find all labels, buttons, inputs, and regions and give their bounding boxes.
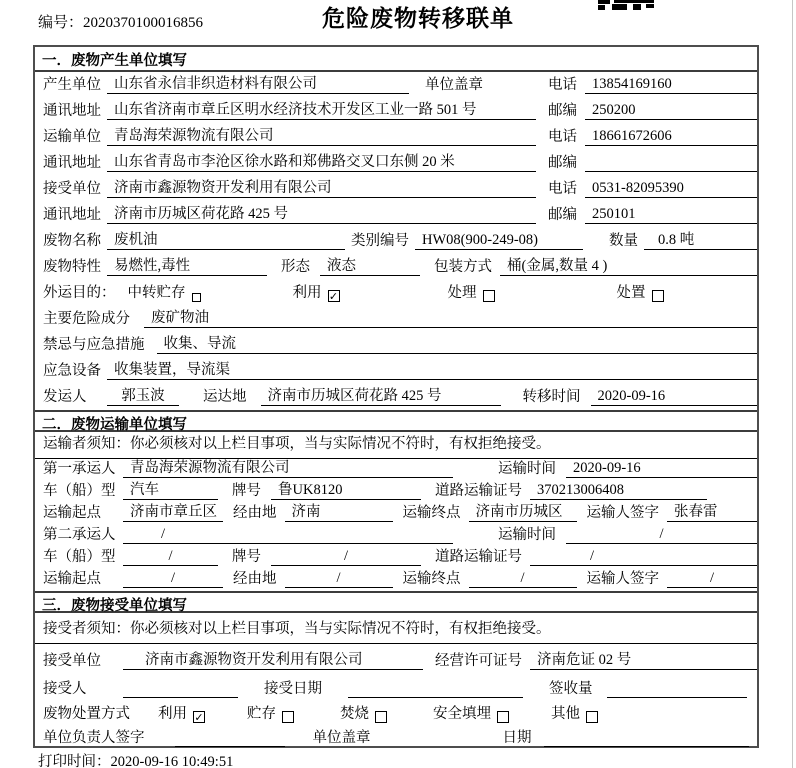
quantity-label: 数量 (609, 233, 638, 249)
carrier-sign-label: 运输人签字 (586, 571, 659, 587)
carrier2-origin-value: / (123, 570, 223, 588)
transfer-time-label: 转移时间 (522, 389, 581, 405)
carrier2-end-value: / (469, 570, 577, 588)
carrier2-time-value: / (566, 526, 757, 544)
carrier-sign-label: 运输人签字 (586, 505, 659, 521)
origin-label: 运输起点 (43, 571, 101, 587)
hazard-value: 废矿物油 (144, 306, 757, 328)
producer-address-value: 山东省济南市章丘区明水经济技术开发区工业一路 501 号 (107, 98, 536, 120)
row-responsible-sign (35, 726, 757, 750)
character-value: 易燃性,毒性 (107, 254, 267, 276)
purpose-label: 外运目的： (43, 285, 116, 301)
waste-name-label: 废物名称 (43, 233, 101, 249)
carrier1-end-value: 济南市历城区 (469, 500, 577, 522)
transfer-time-value: 2020-09-16 (591, 388, 758, 406)
transporter-label: 运输单位 (43, 129, 101, 145)
carrier1-time-value: 2020-09-16 (566, 460, 757, 478)
waste-name-value: 废机油 (107, 228, 345, 250)
disposal-option-use: 利用 (158, 706, 187, 722)
row-consignor (35, 384, 757, 410)
row-carrier1-route (35, 503, 757, 525)
producer-phone-value: 13854169160 (585, 76, 757, 94)
receiver-zip-value: 250101 (585, 206, 757, 224)
packing-label: 包装方式 (434, 259, 492, 275)
checkbox-icon (483, 290, 495, 302)
carrier1-permit-value: 370213006408 (530, 482, 707, 500)
consignor-label: 发运人 (43, 389, 87, 405)
unit-seal-label: 单位盖章 (425, 77, 483, 93)
row-hazard (35, 306, 757, 332)
row-transporter-notice (35, 432, 757, 459)
zip-label: 邮编 (548, 207, 577, 223)
acceptor-value (123, 681, 238, 698)
purpose-option-treat: 处理 (447, 285, 477, 301)
quantity-value: 0.8 吨 (644, 228, 757, 250)
accept-unit-label: 接受单位 (43, 653, 101, 669)
carrier1-sign-value: 张春雷 (667, 500, 757, 522)
checkbox-icon (282, 711, 294, 723)
form-value: 液态 (320, 254, 420, 276)
transporter-phone-value: 18661672606 (585, 128, 757, 146)
transport-time-label: 运输时间 (498, 461, 556, 477)
purpose-option-use: 利用 (292, 285, 322, 301)
row-receiver-notice (35, 613, 757, 644)
doc-number-label: 编号： (38, 15, 84, 31)
taboo-value: 收集、导流 (157, 332, 758, 354)
phone-label: 电话 (548, 181, 577, 197)
checkbox-icon (652, 290, 664, 302)
disposal-option-store: 贮存 (247, 706, 276, 722)
zip-label: 邮编 (548, 103, 577, 119)
carrier1-value: 青岛海荣源物流有限公司 (123, 456, 453, 478)
row-transporter-address (35, 150, 757, 176)
destination-value: 济南市历城区荷花路 425 号 (261, 384, 501, 406)
row-equipment (35, 358, 757, 384)
accept-date-label: 接受日期 (264, 681, 322, 697)
disposal-option-landfill: 安全填埋 (433, 706, 491, 722)
transporter-value: 青岛海荣源物流有限公司 (107, 124, 536, 146)
carrier1-vehicle-value: 汽车 (123, 478, 218, 500)
row-producer (35, 72, 757, 98)
carrier2-label: 第二承运人 (43, 527, 116, 543)
checkbox-icon (586, 711, 598, 723)
vehicle-type-label: 车（船）型 (43, 483, 116, 499)
row-carrier2-route (35, 569, 757, 591)
transporter-zip-value (585, 155, 757, 172)
disposal-option-other: 其他 (551, 706, 580, 722)
print-time (38, 750, 233, 768)
equipment-label: 应急设备 (43, 363, 101, 379)
purpose-option-dispose: 处置 (616, 285, 646, 301)
row-transporter (35, 124, 757, 150)
via-label: 经由地 (233, 505, 277, 521)
checkbox-icon (497, 711, 509, 723)
phone-label: 电话 (548, 77, 577, 93)
responsible-sign-label: 单位负责人签字 (43, 730, 145, 746)
section-2-header: 二．废物运输单位填写 (35, 410, 757, 432)
zip-label: 邮编 (548, 155, 577, 171)
taboo-label: 禁忌与应急措施 (43, 337, 145, 353)
producer-zip-value: 250200 (585, 102, 757, 120)
date-value (544, 730, 750, 747)
address-label: 通讯地址 (43, 103, 101, 119)
row-carrier2-vehicle (35, 547, 757, 569)
address-label: 通讯地址 (43, 207, 101, 223)
row-accept-unit (35, 644, 757, 674)
qr-code-fragment-icon (598, 0, 656, 10)
receiver-value: 济南市鑫源物资开发利用有限公司 (107, 176, 536, 198)
checkbox-icon (375, 711, 387, 723)
producer-value: 山东省永信非织造材料有限公司 (107, 72, 409, 94)
responsible-sign-value (175, 730, 285, 747)
row-receiver-address (35, 202, 757, 228)
date-label: 日期 (502, 730, 532, 746)
plate-label: 牌号 (232, 483, 261, 499)
carrier2-value: / (123, 526, 453, 544)
road-permit-label: 道路运输证号 (435, 549, 522, 565)
disposal-option-burn: 焚烧 (340, 706, 369, 722)
checkbox-checked-icon: ✓ (328, 290, 339, 303)
road-permit-label: 道路运输证号 (435, 483, 522, 499)
form-table (33, 45, 759, 748)
transport-time-label: 运输时间 (498, 527, 556, 543)
carrier2-sign-value: / (667, 570, 757, 588)
receiver-phone-value: 0531-82095390 (585, 180, 757, 198)
doc-number-value: 2020370100016856 (83, 15, 204, 31)
row-taboo (35, 332, 757, 358)
carrier2-vehicle-value: / (123, 548, 218, 566)
page-edge-line (792, 0, 793, 768)
receiver-notice-text: 接受者须知：你必须核对以上栏目事项，当与实际情况不符时，有权拒绝接受。 (43, 621, 551, 637)
accept-date-value (348, 681, 523, 698)
unit-seal-label: 单位盖章 (312, 730, 371, 746)
section-1-header: 一．废物产生单位填写 (35, 47, 757, 72)
print-time-label: 打印时间： (38, 754, 111, 768)
row-receiver (35, 176, 757, 202)
received-qty-label: 签收量 (549, 681, 593, 697)
producer-label: 产生单位 (43, 77, 101, 93)
phone-label: 电话 (548, 129, 577, 145)
license-value: 济南危证 02 号 (530, 648, 757, 670)
license-label: 经营许可证号 (435, 653, 522, 669)
page-title: 危险废物转移联单 (322, 6, 514, 32)
carrier1-plate-value: 鲁UK8120 (271, 478, 421, 500)
end-label: 运输终点 (402, 571, 461, 587)
purpose-option-transfer-storage: 中转贮存 (127, 285, 186, 301)
address-label: 通讯地址 (43, 155, 101, 171)
receiver-label: 接受单位 (43, 181, 101, 197)
form-label: 形态 (281, 259, 310, 275)
plate-label: 牌号 (232, 549, 261, 565)
section-3-header: 三．废物接受单位填写 (35, 591, 757, 613)
category-value: HW08(900-249-08) (415, 232, 583, 250)
carrier2-permit-value: / (530, 548, 757, 566)
row-purpose (35, 280, 757, 306)
packing-value: 桶(金属,数量 4 ) (500, 254, 757, 276)
transporter-address-value: 山东省青岛市李沧区徐水路和郑佛路交叉口东侧 20 米 (107, 150, 536, 172)
carrier2-via-value: / (285, 570, 393, 588)
hazard-label: 主要危险成分 (43, 311, 130, 327)
transporter-notice-text: 运输者须知：你必须核对以上栏目事项，当与实际情况不符时，有权拒绝接受。 (43, 436, 551, 452)
via-label: 经由地 (233, 571, 277, 587)
carrier1-via-value: 济南 (285, 500, 393, 522)
character-label: 废物特性 (43, 259, 101, 275)
row-disposal (35, 702, 757, 726)
equipment-value: 收集装置，导流渠 (107, 358, 757, 380)
consignor-value: 郭玉波 (107, 384, 179, 406)
carrier1-label: 第一承运人 (43, 461, 116, 477)
carrier2-plate-value: / (271, 548, 421, 566)
vehicle-type-label: 车（船）型 (43, 549, 116, 565)
receiver-address-value: 济南市历城区荷花路 425 号 (107, 202, 536, 224)
destination-label: 运达地 (203, 389, 247, 405)
acceptor-label: 接受人 (43, 681, 87, 697)
received-qty-value (607, 681, 748, 698)
row-waste-name (35, 228, 757, 254)
row-waste-character (35, 254, 757, 280)
category-label: 类别编号 (351, 233, 409, 249)
print-time-value: 2020-09-16 10:49:51 (110, 754, 234, 768)
origin-label: 运输起点 (43, 505, 101, 521)
checkbox-checked-icon: ✓ (194, 711, 204, 724)
row-producer-address (35, 98, 757, 124)
row-acceptor (35, 674, 757, 702)
row-carrier2 (35, 525, 757, 547)
accept-unit-value: 济南市鑫源物资开发利用有限公司 (123, 648, 423, 670)
carrier1-origin-value: 济南市章丘区 (123, 500, 223, 522)
end-label: 运输终点 (402, 505, 461, 521)
checkbox-icon (192, 293, 201, 302)
disposal-label: 废物处置方式 (43, 706, 130, 722)
